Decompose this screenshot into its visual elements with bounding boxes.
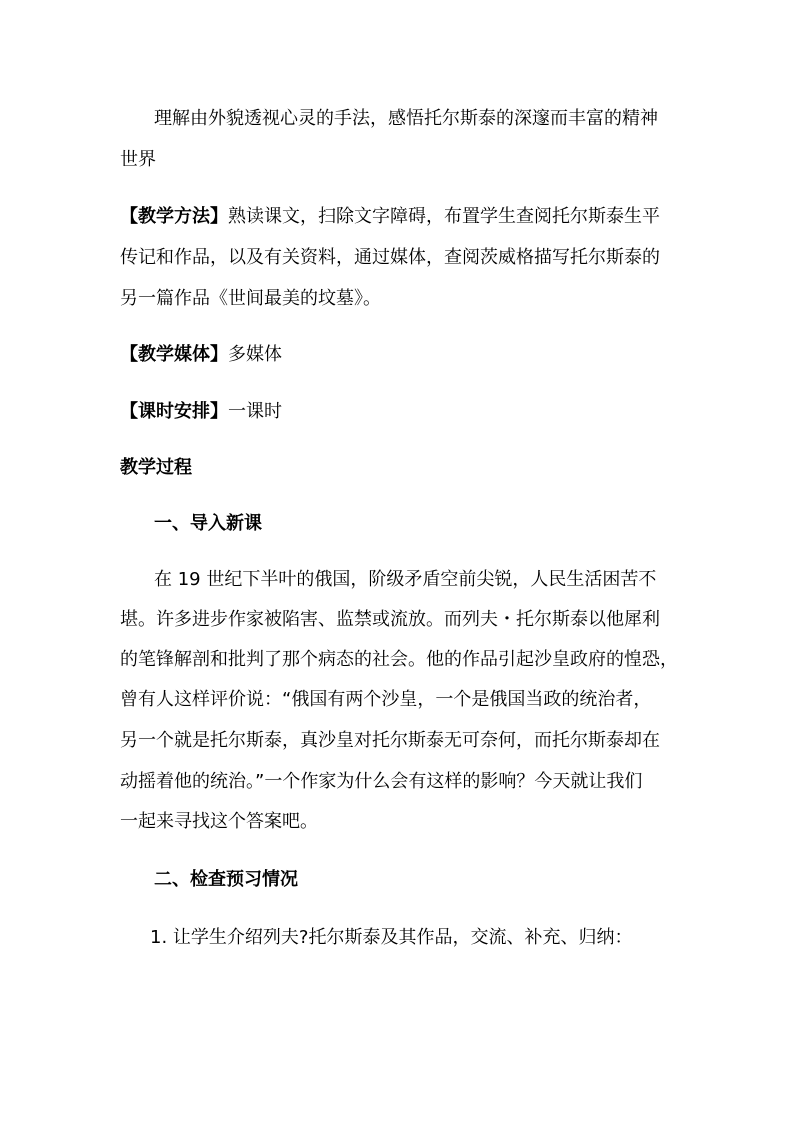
media-text: 多媒体 — [228, 344, 282, 365]
objective-line-2: 世界 — [120, 149, 156, 170]
section2-heading: 二、检查预习情况 — [154, 869, 298, 890]
schedule-label: 【课时安排】 — [120, 401, 228, 422]
section1-line-5: 另一个就是托尔斯泰，真沙皇对托尔斯泰无可奈何，而托尔斯泰却在 — [120, 730, 660, 751]
media-paragraph — [120, 343, 680, 367]
schedule-text: 一课时 — [228, 401, 282, 422]
method-text-1: 熟读课文，扫除文字障碍，布置学生查阅托尔斯泰生平 — [228, 206, 660, 227]
method-text-2: 传记和作品，以及有关资料，通过媒体，查阅茨威格描写托尔斯泰的 — [120, 247, 660, 268]
objective-line-1: 理解由外貌透视心灵的手法，感悟托尔斯泰的深邃而丰富的精神 — [154, 108, 658, 129]
section1-line-2: 堪。许多进步作家被陷害、监禁或流放。而列夫・托尔斯泰以他犀利 — [120, 609, 660, 630]
media-label: 【教学媒体】 — [120, 344, 228, 365]
section1-heading: 一、导入新课 — [154, 513, 262, 534]
method-label: 【教学方法】 — [120, 206, 228, 227]
section1-line-6: 动摇着他的统治。”一个作家为什么会有这样的影响？今天就让我们 — [120, 771, 643, 792]
section1-line-7: 一起来寻找这个答案吧。 — [120, 811, 318, 832]
section1-line-4: 曾有人这样评价说：“俄国有两个沙皇，一个是俄国当政的统治者， — [120, 689, 652, 710]
process-heading: 教学过程 — [120, 457, 192, 478]
section1-line-1: 在 19 世纪下半叶的俄国，阶级矛盾空前尖锐，人民生活困苦不 — [154, 569, 657, 590]
method-text-3: 另一篇作品《世间最美的坟墓》。 — [120, 288, 381, 309]
section2-item-1: 1. 让学生介绍列夫?托尔斯泰及其作品，交流、补充、归纳： — [150, 927, 633, 948]
schedule-paragraph — [120, 400, 680, 424]
method-paragraph-line-1 — [120, 205, 680, 229]
section1-line-3: 的笔锋解剖和批判了那个病态的社会。他的作品引起沙皇政府的惶恐， — [120, 649, 678, 670]
